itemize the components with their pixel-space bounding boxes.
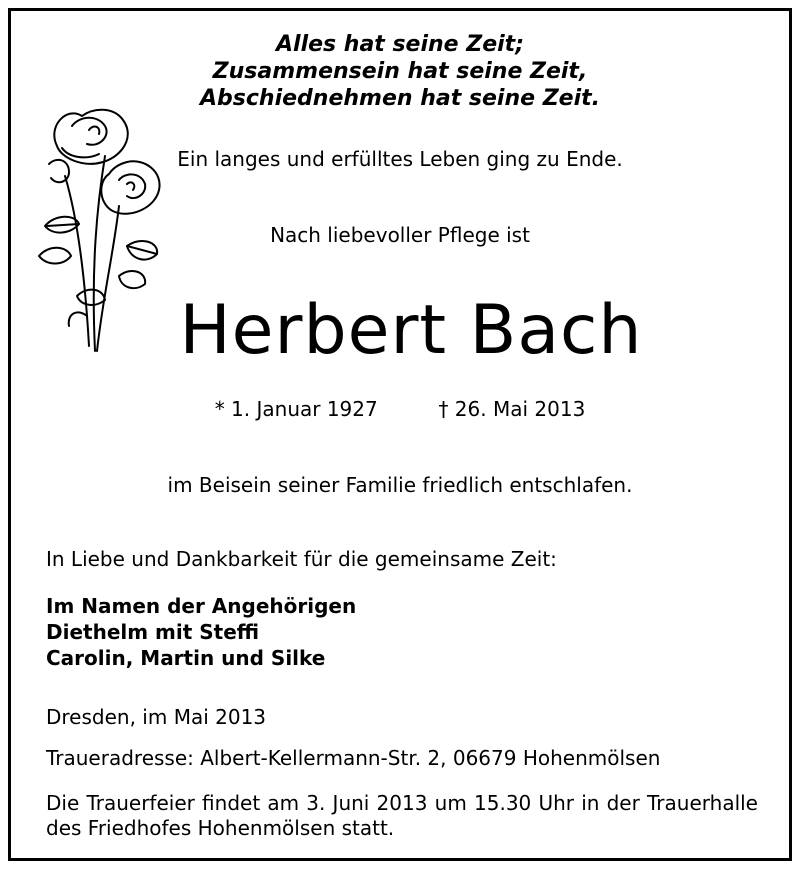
life-dates [11, 397, 789, 421]
death-date: † 26. Mai 2013 [438, 397, 586, 421]
funeral-ceremony-text: Die Trauerfeier findet am 3. Juni 2013 um 15.30 Uhr in der Trauerhalle des Friedhofes Hohenmölsen statt. [46, 791, 758, 840]
birth-date: * 1. Januar 1927 [214, 397, 378, 421]
motto-line-2: Zusammensein hat seine Zeit, [212, 59, 588, 84]
mourning-address: Traueradresse: Albert-Kellermann-Str. 2, 06679 Hohenmölsen [46, 746, 661, 770]
motto-line-1: Alles hat seine Zeit; [276, 32, 524, 57]
care-text: Nach liebevoller Pflege ist [270, 223, 530, 247]
gratitude-text: In Liebe und Dankbarkeit für die gemeinsame Zeit: [46, 547, 557, 571]
mourner-line: Im Namen der Angehörigen [46, 594, 357, 618]
passed-text: im Beisein seiner Familie friedlich entschlafen. [167, 473, 633, 497]
deceased-name: Herbert Bach [179, 291, 643, 370]
obituary-frame [8, 8, 792, 861]
mourner-line: Diethelm mit Steffi [46, 620, 260, 644]
mourner-line: Carolin, Martin und Silke [46, 646, 326, 670]
place-date: Dresden, im Mai 2013 [46, 705, 267, 729]
motto-line-3: Abschiednehmen hat seine Zeit. [200, 86, 600, 111]
mourners-list [46, 593, 356, 671]
intro-text: Ein langes und erfülltes Leben ging zu Ende. [177, 147, 623, 171]
